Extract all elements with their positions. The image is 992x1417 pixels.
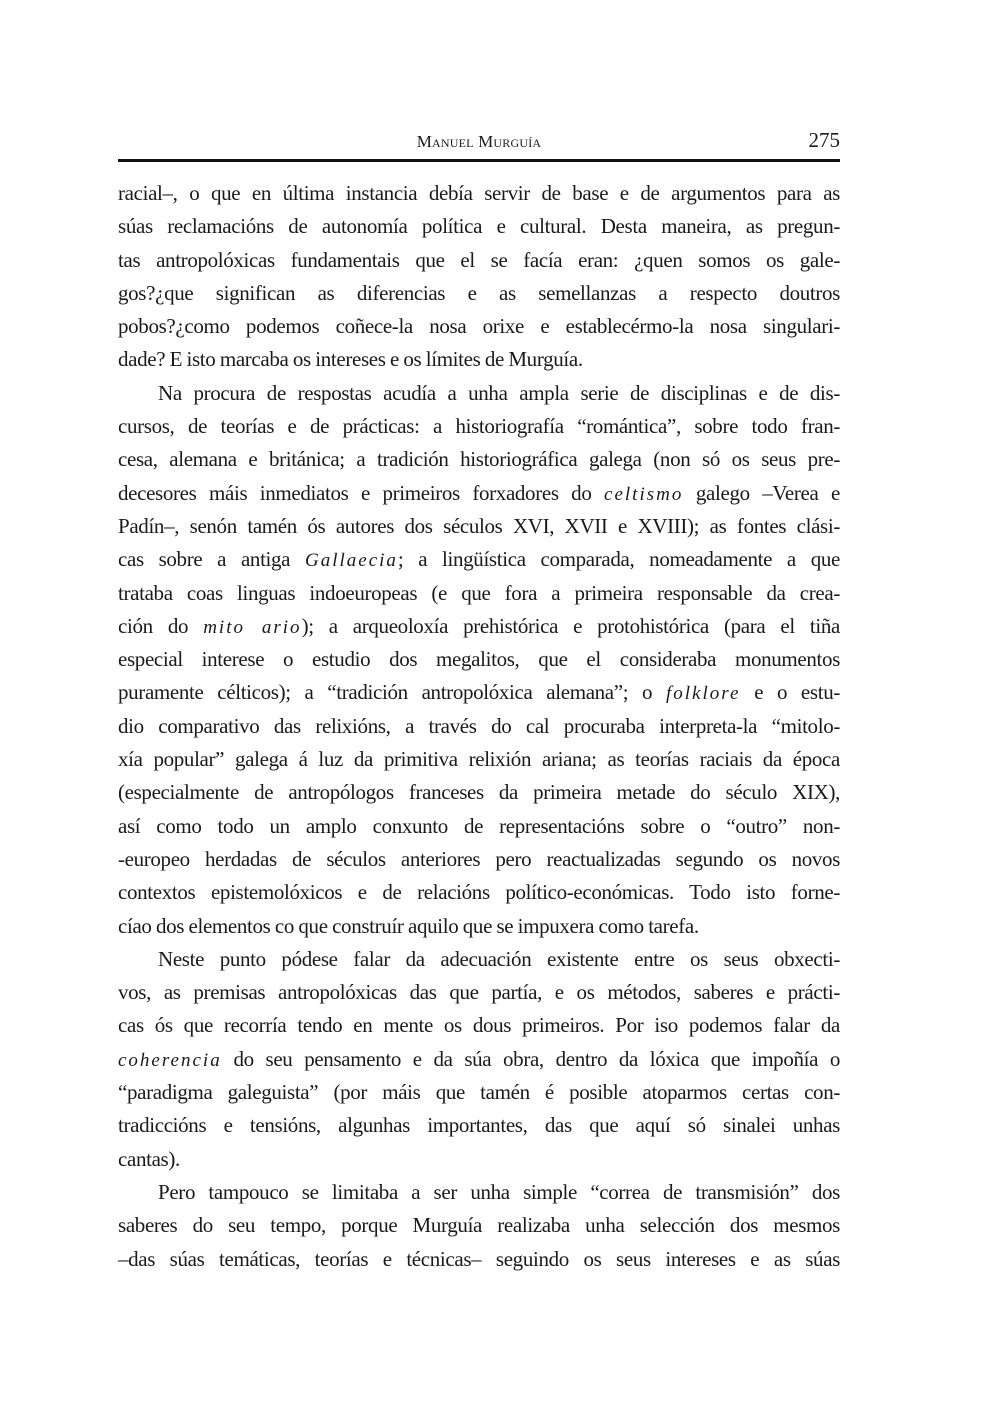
page-header bbox=[118, 128, 840, 158]
header-rule bbox=[118, 159, 840, 162]
text-line bbox=[118, 310, 840, 343]
text-line bbox=[118, 876, 840, 909]
italic-term: celtismo bbox=[604, 483, 684, 505]
text-line bbox=[118, 210, 840, 243]
text-segment: ; a lingüística comparada, nomeadamente a que bbox=[397, 547, 840, 572]
text-line bbox=[118, 710, 840, 743]
text-segment: especial interese o estudio dos megalitos, que el consideraba monumentos bbox=[118, 647, 840, 672]
text-segment: saberes do seu tempo, porque Murguía realizaba unha selección dos mesmos bbox=[118, 1213, 840, 1238]
text-segment: cas ós que recorría tendo en mente os dous primeiros. Por iso podemos falar da bbox=[118, 1013, 840, 1038]
text-line bbox=[118, 1176, 840, 1209]
text-line bbox=[118, 643, 840, 676]
text-line bbox=[118, 1009, 840, 1042]
text-segment: gos?¿que significan as diferencias e as semellanzas a respecto doutros bbox=[118, 280, 840, 305]
body-text bbox=[118, 177, 840, 1276]
text-line bbox=[118, 377, 840, 410]
page-number: 275 bbox=[808, 128, 840, 152]
text-segment: xía popular” galega á luz da primitiva relixión ariana; as teorías raciais da época bbox=[118, 747, 840, 772]
text-line bbox=[118, 676, 840, 709]
text-line bbox=[118, 410, 840, 443]
text-segment: Padín–, senón tamén ós autores dos séculos XVI, XVII e XVIII); as fontes clási- bbox=[118, 513, 840, 538]
text-line bbox=[118, 1209, 840, 1242]
text-line bbox=[118, 277, 840, 310]
text-segment: trataba coas linguas indoeuropeas (e que fora a primeira responsable da crea- bbox=[118, 580, 840, 605]
text-line bbox=[118, 976, 840, 1009]
text-segment: contextos epistemolóxicos e de relacións político-económicas. Todo isto forne- bbox=[118, 880, 840, 905]
text-segment: cesa, alemana e británica; a tradición historiográfica galega (non só os seus pre- bbox=[118, 447, 840, 472]
text-segment: cantas). bbox=[118, 1146, 180, 1171]
text-segment: –das súas temáticas, teorías e técnicas– seguindo os seus intereses e as súas bbox=[118, 1246, 840, 1271]
text-line bbox=[118, 943, 840, 976]
text-segment: dio comparativo das relixións, a través do cal procuraba interpreta-la “mitolo- bbox=[118, 713, 840, 738]
italic-term: folklore bbox=[666, 683, 741, 705]
text-segment: cursos, de teorías e de prácticas: a historiografía “romántica”, sobre todo fran- bbox=[118, 414, 840, 439]
text-segment: dade? E isto marcaba os intereses e os límites de Murguía. bbox=[118, 347, 583, 372]
text-segment: ción do bbox=[118, 613, 204, 638]
text-segment: cas sobre a antiga bbox=[118, 547, 305, 572]
text-line bbox=[118, 1109, 840, 1142]
text-line bbox=[118, 1143, 840, 1176]
text-segment: do seu pensamento e da súa obra, dentro da lóxica que impoñía o bbox=[221, 1046, 840, 1071]
text-segment: racial–, o que en última instancia debía servir de base e de argumentos para as bbox=[118, 181, 840, 205]
text-line bbox=[118, 244, 840, 277]
text-line bbox=[118, 743, 840, 776]
text-line bbox=[118, 1076, 840, 1109]
text-segment: “paradigma galeguista” (por máis que tamén é posible atoparmos certas con- bbox=[118, 1080, 840, 1105]
text-segment: decesores máis inmediatos e primeiros forxadores do bbox=[118, 480, 605, 505]
text-segment: -europeo herdadas de séculos anteriores pero reactualizadas segundo os novos bbox=[118, 846, 840, 871]
text-line bbox=[118, 610, 840, 643]
text-line bbox=[118, 177, 840, 210]
text-segment: Pero tampouco se limitaba a ser unha simple “correa de transmisión” dos bbox=[158, 1179, 840, 1204]
text-segment: Neste punto pódese falar da adecuación existente entre os seus obxecti- bbox=[158, 946, 840, 971]
text-segment: súas reclamacións de autonomía política e cultural. Desta maneira, as pregun- bbox=[118, 214, 840, 239]
text-line bbox=[118, 810, 840, 843]
text-line bbox=[118, 577, 840, 610]
text-segment: ); a arqueoloxía prehistórica e protohistórica (para el tiña bbox=[301, 613, 840, 638]
text-line bbox=[118, 1043, 840, 1076]
running-title: Manuel Murguía bbox=[416, 132, 542, 151]
text-line bbox=[118, 443, 840, 476]
text-segment: vos, as premisas antropolóxicas das que partía, e os métodos, saberes e prácti- bbox=[118, 980, 840, 1005]
italic-term: mito ario bbox=[203, 616, 302, 638]
text-line bbox=[118, 1243, 840, 1276]
text-segment: tradiccións e tensións, algunhas importantes, das que aquí só sinalei unhas bbox=[118, 1113, 840, 1138]
italic-term: Gallaecia bbox=[304, 550, 398, 572]
text-line bbox=[118, 843, 840, 876]
text-segment: tas antropolóxicas fundamentais que el se facía eran: ¿quen somos os gale- bbox=[118, 247, 840, 272]
text-segment: así como todo un amplo conxunto de representacións sobre o “outro” non- bbox=[118, 813, 840, 838]
text-line bbox=[118, 343, 840, 376]
text-segment: cíao dos elementos co que construír aquilo que se impuxera como tarefa. bbox=[118, 913, 699, 938]
text-segment: galego –Verea e bbox=[683, 480, 840, 505]
text-segment: pobos?¿como podemos coñece-la nosa orixe e establecérmo-la nosa singulari- bbox=[118, 314, 840, 339]
text-segment: e o estu- bbox=[740, 680, 840, 705]
text-segment: Na procura de respostas acudía a unha ampla serie de disciplinas e de dis- bbox=[158, 380, 840, 405]
text-line bbox=[118, 477, 840, 510]
text-line bbox=[118, 510, 840, 543]
text-line bbox=[118, 910, 840, 943]
text-line bbox=[118, 776, 840, 809]
text-line bbox=[118, 543, 840, 576]
italic-term: coherencia bbox=[118, 1049, 222, 1071]
text-segment: (especialmente de antropólogos franceses da primeira metade do século XIX), bbox=[118, 780, 840, 805]
text-segment: puramente célticos); a “tradición antropolóxica alemana”; o bbox=[118, 680, 666, 705]
